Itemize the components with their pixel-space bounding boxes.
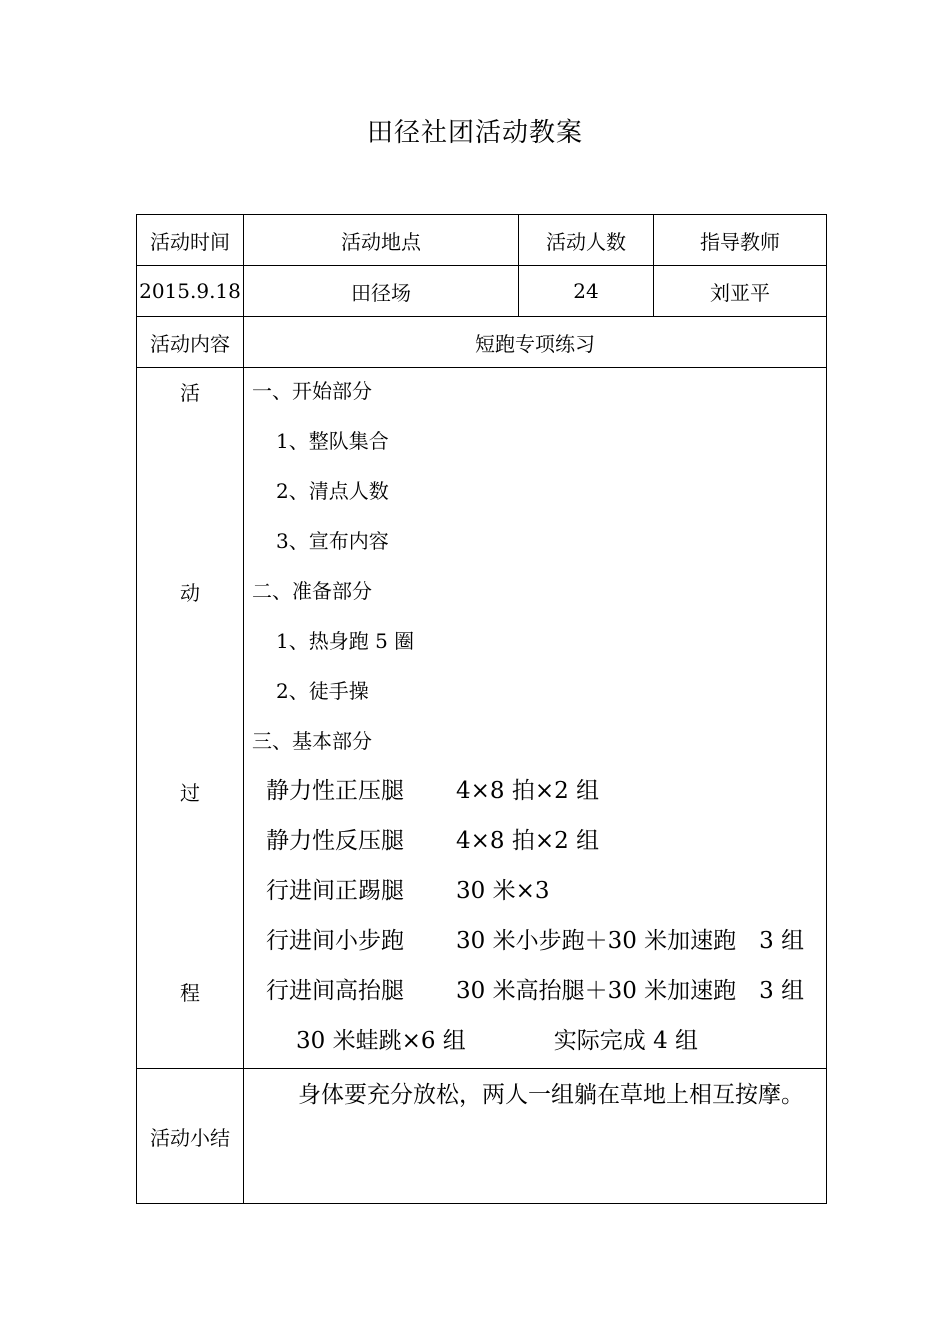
exercise-detail: 4×8 拍×2 组 [456, 828, 600, 854]
part1-item-2: 2、清点人数 [276, 479, 389, 503]
header-teacher: 指导教师 [654, 215, 827, 266]
header-place: 活动地点 [244, 215, 519, 266]
process-row [137, 368, 827, 1069]
value-place: 田径场 [244, 266, 519, 317]
process-label-char-1: 活 [180, 381, 200, 405]
part2-title: 二、准备部分 [252, 579, 372, 603]
exercise-name: 静力性正压腿 [266, 778, 404, 804]
page-title: 田径社团活动教案 [366, 118, 583, 148]
content-label: 活动内容 [137, 317, 244, 368]
part1-title: 一、开始部分 [252, 379, 372, 403]
exercise-detail: 30 米高抬腿＋30 米加速跑 3 组 [456, 978, 805, 1004]
part2-item-2: 2、徒手操 [276, 679, 369, 703]
header-count: 活动人数 [519, 215, 654, 266]
exercise-name: 静力性反压腿 [266, 828, 404, 854]
part1-item-1: 1、整队集合 [276, 429, 389, 453]
exercise-detail: 30 米小步跑＋30 米加速跑 3 组 [456, 928, 805, 954]
summary-row [137, 1069, 827, 1204]
exercise-detail: 4×8 拍×2 组 [456, 778, 600, 804]
last-exercise-left: 30 米蛙跳×6 组 [296, 1028, 466, 1054]
value-time: 2015.9.18 [137, 266, 244, 317]
summary-text: 身体要充分放松，两人一组躺在草地上相互按摩。 [244, 1069, 827, 1204]
exercise-row [244, 868, 826, 918]
exercise-name: 行进间小步跑 [266, 928, 404, 954]
process-label [137, 368, 244, 1069]
value-teacher: 刘亚平 [654, 266, 827, 317]
summary-label: 活动小结 [137, 1069, 244, 1204]
exercise-name: 行进间高抬腿 [266, 978, 404, 1004]
value-count: 24 [519, 266, 654, 317]
process-label-char-2: 动 [180, 581, 200, 605]
exercise-row [244, 968, 826, 1018]
exercise-name: 行进间正踢腿 [266, 878, 404, 904]
last-exercise-row [244, 1018, 826, 1068]
part2-item-1: 1、热身跑 5 圈 [276, 629, 415, 653]
content-value: 短跑专项练习 [244, 317, 827, 368]
process-label-char-3: 过 [180, 781, 200, 805]
lesson-plan-table [136, 214, 827, 1204]
process-body [244, 368, 827, 1069]
header-row [137, 215, 827, 266]
header-time: 活动时间 [137, 215, 244, 266]
process-label-char-4: 程 [180, 981, 200, 1005]
part3-title: 三、基本部分 [252, 729, 372, 753]
exercise-detail: 30 米×3 [456, 878, 550, 904]
exercise-row [244, 768, 826, 818]
exercise-row [244, 818, 826, 868]
value-row [137, 266, 827, 317]
content-row [137, 317, 827, 368]
exercise-row [244, 918, 826, 968]
last-exercise-right: 实际完成 4 组 [553, 1028, 699, 1054]
part1-item-3: 3、宣布内容 [276, 529, 389, 553]
